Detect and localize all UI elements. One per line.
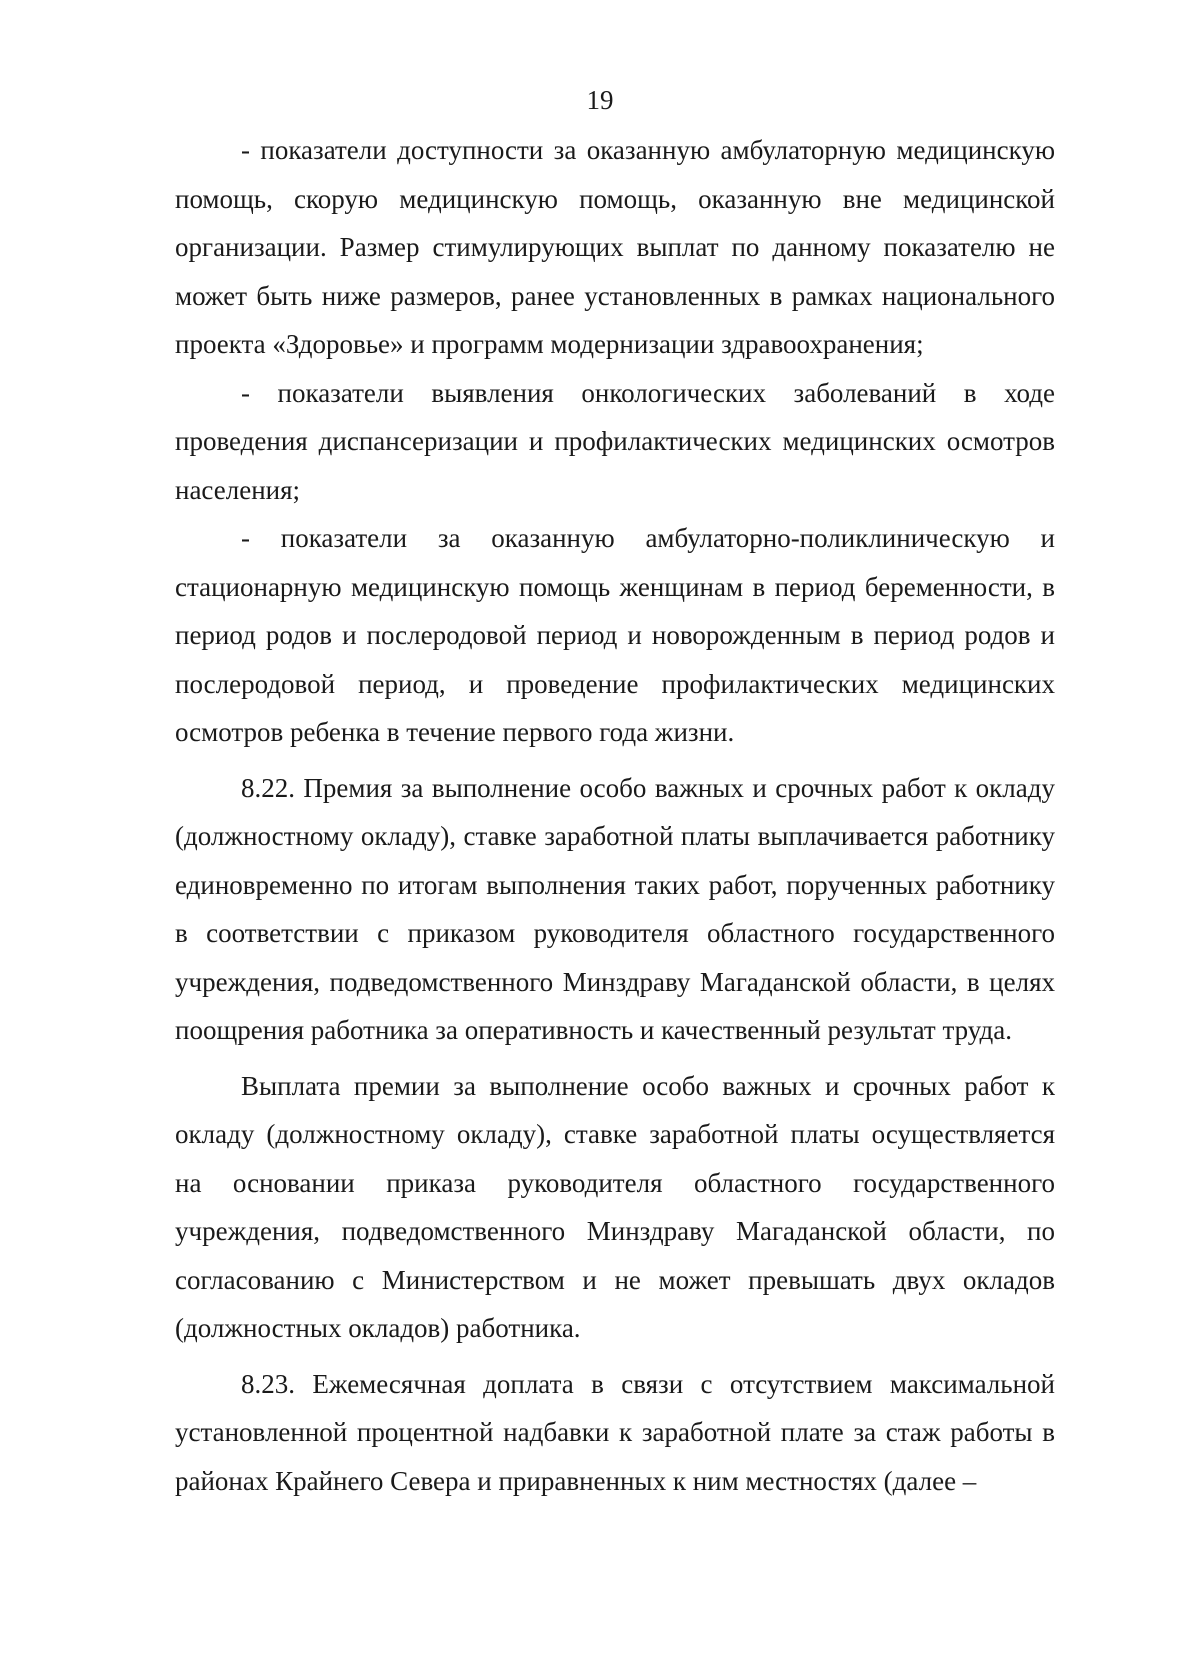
- paragraph-availability-indicators: - показатели доступности за оказанную амбулаторную медицинскую помощь, скорую медицинскую помощь, оказанную вне медицинской организации. Размер стимулирующих выплат по данному показателю не может быть ниже размеров, ранее установленных в рамках национального проекта «Здоровье» и программ модернизации здравоохранения;: [175, 135, 1055, 359]
- paragraph-section-8-22: 8.22. Премия за выполнение особо важных и срочных работ к окладу (должностному окладу), ставке заработной платы выплачивается работнику единовременно по итогам выполнения таких работ, порученных работнику в соответствии с приказом руководителя областного государственного учреждения, подведомственного Минздраву Магаданской области, в целях поощрения работника за оперативность и качественный результат труда.: [175, 772, 1055, 1045]
- paragraph-maternity-indicators: - показатели за оказанную амбулаторно-поликлиническую и стационарную медицинскую помощь женщинам в период беременности, в период родов и послеродовой период и новорожденным в период родов и послеродовой период, и проведение профилактических медицинских осмотров ребенка в течение первого года жизни.: [175, 523, 1055, 747]
- document-body: [175, 126, 1055, 1505]
- paragraph-bonus-payment: Выплата премии за выполнение особо важных и срочных работ к окладу (должностному окладу), ставке заработной платы осуществляется на основании приказа руководителя областного государственного учреждения, подведомственного Минздраву Магаданской области, по согласованию с Министерством и не может превышать двух окладов (должностных окладов) работника.: [175, 1070, 1055, 1343]
- paragraph-oncology-indicators: - показатели выявления онкологических заболеваний в ходе проведения диспансеризации и профилактических медицинских осмотров населения;: [175, 377, 1055, 505]
- paragraph-section-8-23: 8.23. Ежемесячная доплата в связи с отсутствием максимальной установленной процентной надбавки к заработной плате за стаж работы в районах Крайнего Севера и приравненных к ним местностях (далее –: [175, 1368, 1055, 1496]
- page-number: 19: [586, 85, 614, 115]
